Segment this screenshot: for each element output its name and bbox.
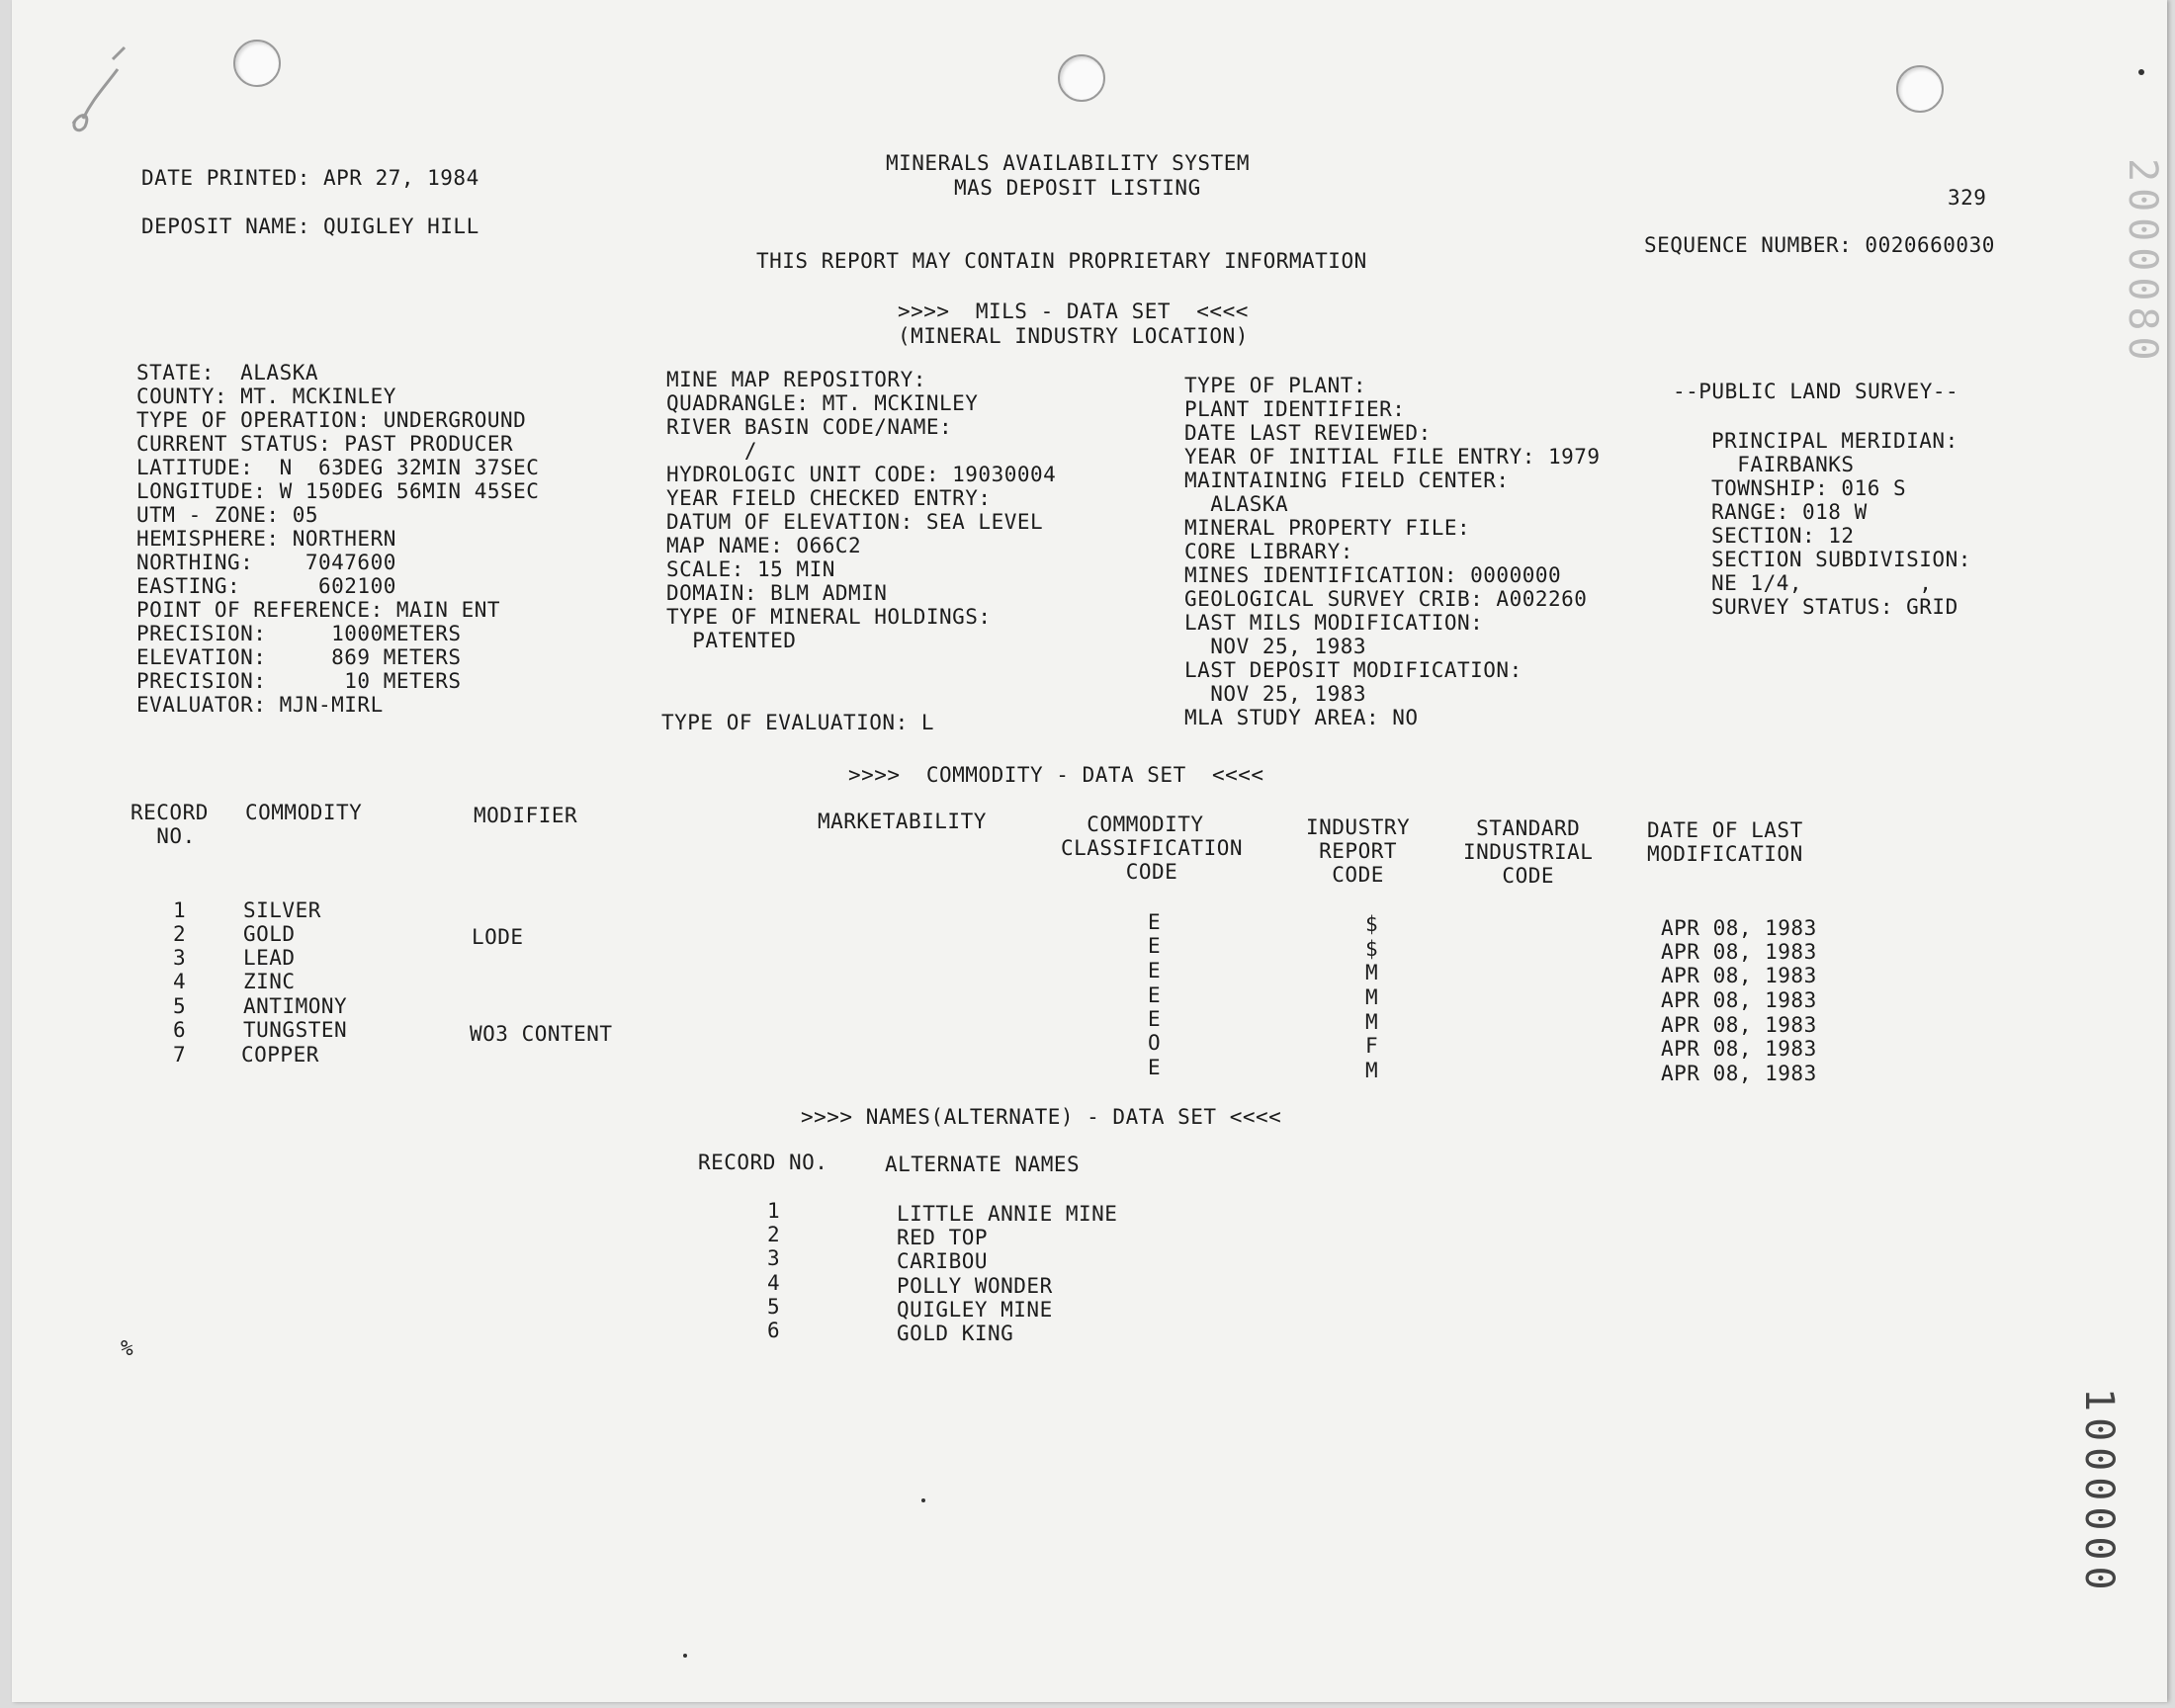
modification-date: APR 08, 1983 [1661, 916, 1817, 940]
alternate-name-record-no: 1 [767, 1199, 781, 1223]
field-line: HEMISPHERE: NORTHERN [136, 527, 396, 551]
field-line: MINE MAP REPOSITORY: [666, 368, 926, 391]
field-line: RANGE: 018 W [1711, 500, 1868, 524]
location-column-2 [666, 368, 1056, 652]
commodity-name: SILVER [243, 898, 321, 922]
field-line: TYPE OF OPERATION: UNDERGROUND [136, 408, 527, 432]
classification-code: E [1148, 1007, 1162, 1031]
field-line: ELEVATION: 869 METERS [136, 645, 462, 669]
field-line: PLANT IDENTIFIER: [1184, 397, 1406, 421]
field-line: SECTION: 12 [1711, 524, 1855, 548]
field-line: MINES IDENTIFICATION: 0000000 [1184, 563, 1562, 587]
field-line: TOWNSHIP: 016 S [1711, 476, 1907, 500]
col-header-industry-report: INDUSTRY REPORT CODE [1306, 815, 1411, 887]
modification-date: APR 08, 1983 [1661, 1062, 1817, 1085]
sequence-number: SEQUENCE NUMBER: 0020660030 [1644, 233, 1995, 257]
commodity-record-no: 4 [173, 970, 187, 993]
field-line: LAST DEPOSIT MODIFICATION: [1184, 658, 1522, 682]
commodity-heading: >>>> COMMODITY - DATA SET <<<< [848, 763, 1264, 787]
deposit-name: DEPOSIT NAME: QUIGLEY HILL [141, 214, 479, 238]
field-line: DATE LAST REVIEWED: [1184, 421, 1432, 445]
date-printed: DATE PRINTED: APR 27, 1984 [141, 166, 479, 190]
punch-hole-right [1896, 65, 1944, 113]
document-page [12, 0, 2167, 1702]
field-line: LAST MILS MODIFICATION: [1184, 611, 1484, 635]
field-line: YEAR OF INITIAL FILE ENTRY: 1979 [1184, 445, 1601, 469]
field-line: NORTHING: 7047600 [136, 551, 396, 574]
field-line: SCALE: 15 MIN [666, 557, 835, 581]
names-record-header: RECORD NO. [698, 1151, 828, 1174]
footer-mark: % [121, 1336, 134, 1360]
punch-hole-center [1058, 54, 1105, 102]
commodity-record-no: 2 [173, 922, 187, 946]
proprietary-notice: THIS REPORT MAY CONTAIN PROPRIETARY INFORMATION [756, 249, 1367, 273]
names-alternate-header: ALTERNATE NAMES [885, 1153, 1081, 1176]
classification-code: E [1148, 1056, 1162, 1079]
commodity-modifier: WO3 CONTENT [470, 1022, 613, 1046]
field-line: EASTING: 602100 [136, 574, 396, 598]
industry-report-code: $ [1365, 937, 1379, 961]
field-line: TYPE OF MINERAL HOLDINGS: [666, 605, 992, 629]
location-column-3 [1184, 374, 1601, 729]
field-line: YEAR FIELD CHECKED ENTRY: [666, 486, 992, 510]
col-header-sic: STANDARD INDUSTRIAL CODE [1463, 816, 1594, 888]
speck [921, 1498, 925, 1502]
field-line: TYPE OF PLANT: [1184, 374, 1367, 397]
classification-code: E [1148, 959, 1162, 982]
modification-date: APR 08, 1983 [1661, 1013, 1817, 1037]
public-land-survey [1711, 429, 1971, 619]
commodity-name: ANTIMONY [243, 994, 348, 1018]
field-line: LATITUDE: N 63DEG 32MIN 37SEC [136, 456, 540, 479]
col-header-date-mod: DATE OF LAST MODIFICATION [1647, 818, 1803, 866]
commodity-record-no: 1 [173, 898, 187, 922]
field-line: RIVER BASIN CODE/NAME: [666, 415, 953, 439]
page-number: 329 [1948, 186, 1987, 210]
field-line: NOV 25, 1983 [1184, 682, 1367, 706]
alternate-name: LITTLE ANNIE MINE [897, 1202, 1118, 1226]
commodity-name: LEAD [243, 946, 296, 970]
alternate-name-record-no: 4 [767, 1271, 781, 1295]
commodity-name: GOLD [243, 922, 296, 946]
classification-code: E [1148, 910, 1162, 934]
alternate-name: GOLD KING [897, 1322, 1014, 1345]
field-line: PRECISION: 10 METERS [136, 669, 462, 693]
field-line: CURRENT STATUS: PAST PRODUCER [136, 432, 514, 456]
mils-subheading: (MINERAL INDUSTRY LOCATION) [898, 324, 1249, 348]
field-line: / [666, 439, 758, 463]
modification-date: APR 08, 1983 [1661, 1037, 1817, 1061]
field-line: MAP NAME: O66C2 [666, 534, 862, 557]
field-line: NOV 25, 1983 [1184, 635, 1367, 658]
alternate-name-record-no: 3 [767, 1246, 781, 1270]
field-line: FAIRBANKS [1711, 453, 1855, 476]
field-line: ALASKA [1184, 492, 1289, 516]
field-line: DOMAIN: BLM ADMIN [666, 581, 888, 605]
commodity-name: TUNGSTEN [243, 1018, 348, 1042]
modification-date: APR 08, 1983 [1661, 964, 1817, 987]
field-line: GEOLOGICAL SURVEY CRIB: A002260 [1184, 587, 1588, 611]
industry-report-code: M [1365, 1059, 1379, 1082]
classification-code: E [1148, 934, 1162, 958]
field-line: DATUM OF ELEVATION: SEA LEVEL [666, 510, 1044, 534]
field-line: COUNTY: MT. MCKINLEY [136, 384, 396, 408]
modification-date: APR 08, 1983 [1661, 988, 1817, 1012]
industry-report-code: M [1365, 961, 1379, 984]
handwritten-mark [63, 40, 152, 138]
col-header-classification: COMMODITY CLASSIFICATION CODE [1061, 812, 1244, 884]
classification-code: O [1148, 1031, 1162, 1055]
type-of-evaluation: TYPE OF EVALUATION: L [661, 711, 935, 734]
alternate-name: RED TOP [897, 1226, 989, 1249]
alternate-name: POLLY WONDER [897, 1274, 1053, 1298]
field-line: MAINTAINING FIELD CENTER: [1184, 469, 1510, 492]
names-heading: >>>> NAMES(ALTERNATE) - DATA SET <<<< [801, 1105, 1282, 1129]
field-line: PRECISION: 1000METERS [136, 622, 462, 645]
industry-report-code: F [1365, 1034, 1379, 1058]
commodity-name: COPPER [241, 1043, 319, 1067]
field-line: QUADRANGLE: MT. MCKINLEY [666, 391, 979, 415]
commodity-record-no: 6 [173, 1018, 187, 1042]
field-line: POINT OF REFERENCE: MAIN ENT [136, 598, 501, 622]
field-line: PATENTED [666, 629, 797, 652]
col-header-record-no: RECORD NO. [130, 801, 209, 848]
listing-title: MAS DEPOSIT LISTING [954, 176, 1201, 200]
col-header-modifier: MODIFIER [474, 804, 578, 827]
field-line: MINERAL PROPERTY FILE: [1184, 516, 1471, 540]
industry-report-code: M [1365, 1010, 1379, 1034]
field-line: UTM - ZONE: 05 [136, 503, 319, 527]
commodity-record-no: 7 [173, 1043, 187, 1067]
alternate-name-record-no: 6 [767, 1319, 781, 1342]
commodity-name: ZINC [243, 970, 296, 993]
speck [2138, 69, 2144, 75]
field-line: LONGITUDE: W 150DEG 56MIN 45SEC [136, 479, 540, 503]
location-column-1 [136, 361, 539, 717]
commodity-modifier: LODE [472, 925, 524, 949]
speck [683, 1654, 687, 1658]
public-land-survey-heading: --PUBLIC LAND SURVEY-- [1673, 380, 1959, 403]
alternate-name-record-no: 5 [767, 1295, 781, 1319]
side-stamp-bottom: 1000000 [2076, 1388, 2122, 1596]
alternate-name: QUIGLEY MINE [897, 1298, 1053, 1322]
col-header-marketability: MARKETABILITY [818, 810, 987, 833]
field-line: EVALUATOR: MJN-MIRL [136, 693, 384, 717]
mils-heading: >>>> MILS - DATA SET <<<< [898, 299, 1249, 323]
field-line: MLA STUDY AREA: NO [1184, 706, 1419, 729]
commodity-record-no: 5 [173, 994, 187, 1018]
punch-hole-left [233, 40, 281, 87]
field-line: SURVEY STATUS: GRID [1711, 595, 1958, 619]
side-stamp-top: 2000080 [2120, 158, 2165, 367]
modification-date: APR 08, 1983 [1661, 940, 1817, 964]
field-line: PRINCIPAL MERIDIAN: [1711, 429, 1958, 453]
col-header-commodity: COMMODITY [245, 801, 363, 824]
field-line: HYDROLOGIC UNIT CODE: 19030004 [666, 463, 1057, 486]
field-line: CORE LIBRARY: [1184, 540, 1353, 563]
field-line: SECTION SUBDIVISION: [1711, 548, 1971, 571]
industry-report-code: M [1365, 985, 1379, 1009]
industry-report-code: $ [1365, 912, 1379, 936]
field-line: STATE: ALASKA [136, 361, 319, 384]
system-title: MINERALS AVAILABILITY SYSTEM [886, 151, 1251, 175]
commodity-record-no: 3 [173, 946, 187, 970]
classification-code: E [1148, 983, 1162, 1007]
field-line: NE 1/4, , [1711, 571, 1933, 595]
alternate-name-record-no: 2 [767, 1223, 781, 1246]
alternate-name: CARIBOU [897, 1249, 989, 1273]
